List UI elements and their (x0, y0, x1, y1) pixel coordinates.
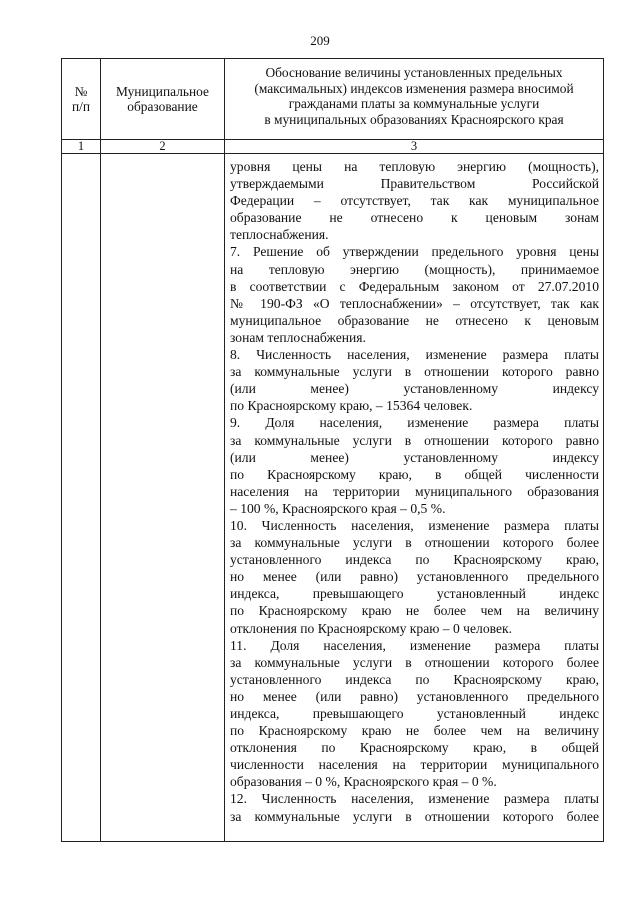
text-line: (или менее) установленному индексу (230, 381, 599, 397)
column-number-row (62, 140, 604, 154)
text-line: утверждаемыми Правительством Российской (230, 176, 599, 192)
text-line: 11. Доля населения, изменение размера платы (230, 637, 599, 653)
header-justification-line-1: Обоснование величины установленных предельных (265, 65, 563, 80)
text-line: населения на территории муниципального образования (230, 483, 599, 499)
text-line: но менее (или равно) установленного предельного (230, 569, 599, 585)
text-line: Федерации – отсутствует, так как муниципальное (230, 193, 599, 209)
text-line: отклонения по Красноярскому краю – 0 человек. (230, 620, 513, 636)
header-municipality-line-2: образование (127, 99, 198, 114)
column-number-3: 3 (225, 140, 604, 154)
text-line: образование не отнесено к ценовым зонам (230, 210, 599, 226)
text-line: по Красноярскому краю не более чем на величину (230, 603, 599, 619)
text-line: за коммунальные услуги в отношении которого более (230, 654, 599, 670)
text-line: индекса, превышающего установленный индекс (230, 586, 599, 602)
header-number-line-1: № (74, 83, 88, 99)
text-line: 7. Решение об утверждении предельного уровня цены (230, 244, 599, 260)
text-line: по Красноярскому краю, – 15364 человек. (230, 398, 473, 414)
text-line: зонам теплоснабжения. (230, 329, 366, 345)
header-justification-line-4: в муниципальных образованиях Красноярского края (264, 111, 564, 127)
text-line: 12. Численность населения, изменение размера платы (230, 791, 599, 807)
table-row (62, 154, 604, 842)
text-line: отклонения по Красноярскому краю, в общей (230, 740, 599, 756)
text-line: за коммунальные услуги в отношении которого равно (230, 432, 599, 448)
text-line: уровня цены на тепловую энергию (мощность), (230, 159, 599, 174)
text-line: 10. Численность населения, изменение размера платы (230, 517, 599, 533)
header-justification-line-2: (максимальных) индексов изменения размера вносимой (254, 80, 574, 96)
text-line: муниципальное образование не отнесено к ценовым (230, 312, 599, 328)
text-line: (или менее) установленному индексу (230, 449, 599, 465)
text-line: но менее (или равно) установленного предельного (230, 688, 599, 704)
row-municipality-cell (101, 154, 225, 842)
text-line: за коммунальные услуги в отношении которого более (230, 808, 599, 824)
header-justification-line-3: гражданами платы за коммунальные услуги (288, 96, 540, 111)
justification-table (61, 58, 604, 842)
text-line: 8. Численность населения, изменение размера платы (230, 347, 599, 363)
text-line: 9. Доля населения, изменение размера платы (230, 415, 599, 431)
text-line: теплоснабжения. (230, 227, 329, 243)
header-municipality-line-1: Муниципальное (116, 83, 209, 99)
text-line: по Красноярскому краю не более чем на величину (230, 723, 599, 739)
row-number-cell (62, 154, 101, 842)
text-line: № 190-ФЗ «О теплоснабжении» – отсутствует, так как (230, 295, 599, 311)
text-line: – 100 %, Красноярского края – 0,5 %. (230, 500, 446, 516)
text-line: образования – 0 %, Красноярского края – 0 %. (230, 774, 497, 790)
column-number-2: 2 (101, 140, 225, 154)
text-line: по Красноярскому краю, в общей численности (230, 466, 599, 482)
text-line: индекса, превышающего установленный индекс (230, 706, 599, 721)
text-line: установленного индекса по Красноярскому краю, (230, 671, 599, 687)
text-line: численности населения на территории муниципального (230, 757, 599, 773)
text-line: на тепловую энергию (мощность), принимаемое (230, 261, 599, 277)
row-justification-cell (225, 154, 604, 842)
header-municipality-cell (101, 59, 225, 140)
column-number-1: 1 (62, 140, 101, 154)
text-line: за коммунальные услуги в отношении которого более (230, 535, 599, 551)
header-number-cell (62, 59, 101, 140)
table-header-row (62, 59, 604, 140)
text-line: в соответствии с Федеральным законом от 27.07.2010 (230, 278, 599, 294)
header-number-line-2: п/п (71, 99, 91, 114)
header-justification-cell (225, 59, 604, 140)
text-line: установленного индекса по Красноярскому краю, (230, 552, 599, 568)
page-number: 209 (310, 33, 330, 48)
text-line: за коммунальные услуги в отношении которого равно (230, 364, 599, 380)
